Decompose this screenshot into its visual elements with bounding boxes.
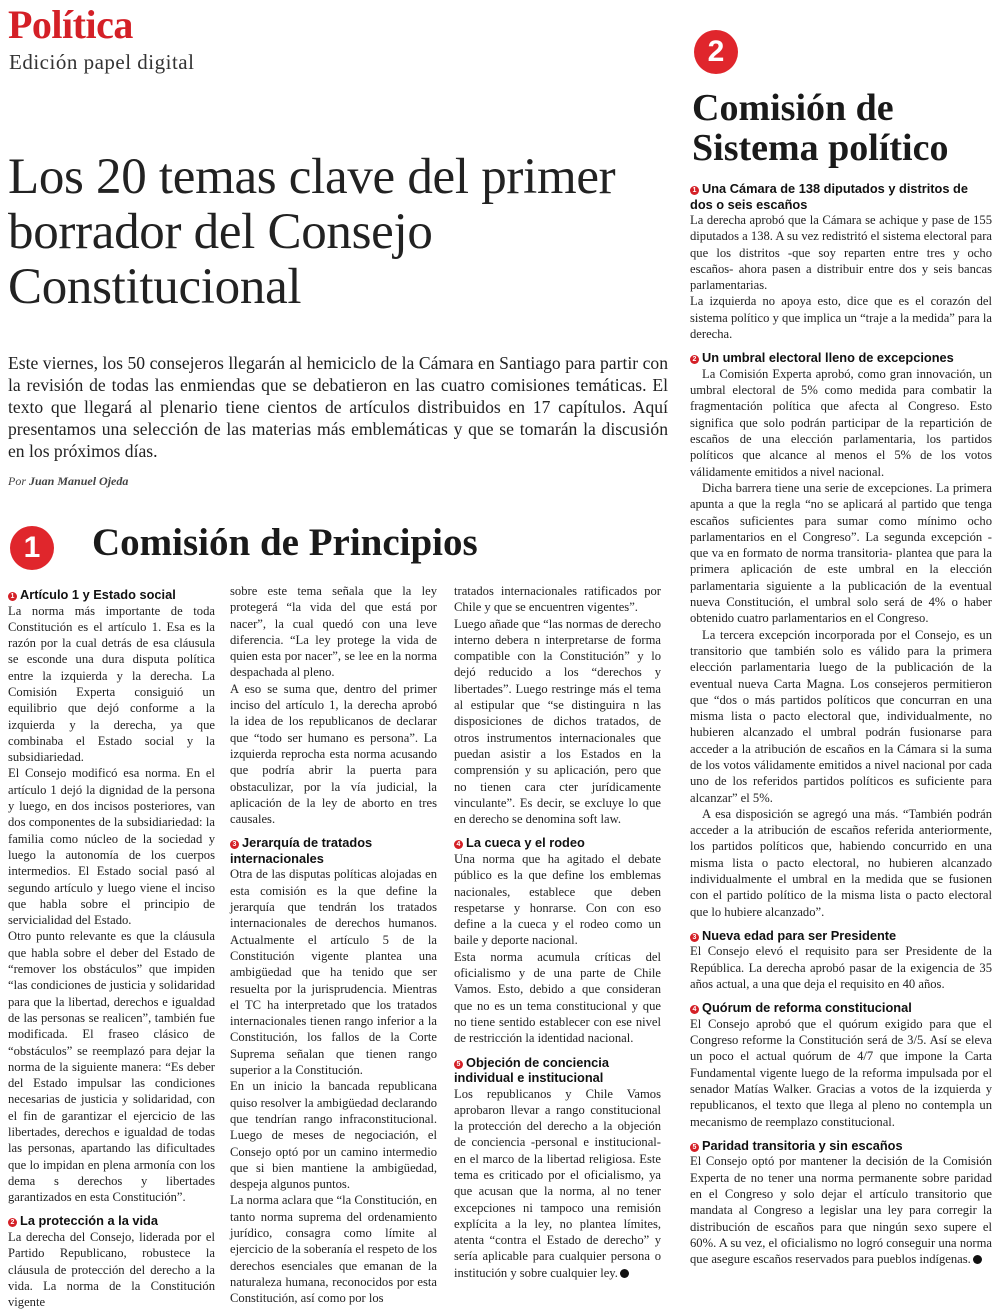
paragraph [230,1192,437,1306]
section-2-number-badge: 2 [694,30,738,74]
paragraph-text: Una norma que ha agitado el debate público es la que define los emblemas nacionales, establece que deben respetarse y honrarse. Con con eso define a la cueca y el rodeo como un baile y deporte nacional. [454,851,661,948]
subheading-text: La cueca y el rodeo [466,835,585,851]
section-2-column [690,181,992,1268]
paragraph-text: La tercera excepción incorporada por el Consejo, es un transitorio que también solo es válido para la primera elección parlamentaria luego de la publicación de la eventual nueva Carta Magna. Los consejeros permitieron que “dos o más partidos políticos que concurran en una misma lista o pacto electoral que, individualmente, no hubieren alcanzado el umbral podrán fusionarse para acceder a la atribución de escaños en la Cámara si la suma de los votos válidamente emitidos a nivel nacional por cada uno de los referidos partidos políticos es suficiente para alcanzar” el 5%. [690,627,992,805]
paragraph [454,851,661,949]
paragraph-text: La norma aclara que “la Constitución, en tanto norma suprema del ordenamiento jurídico, consagra como límite al ejercicio de la soberanía el respeto de los derechos esenciales que emanan de la naturaleza humana, reconocidos por esta Constitución, así como por los [230,1193,437,1306]
paragraph-text: A eso se suma que, dentro del primer inciso del artículo 1, la derecha aprobó la idea de los republicanos de declarar que “todo ser humano es persona”. La izquierda reprocha esta norma acusando que podría abrir la puerta para obstaculizar, por la vía judicial, la aplicación de la ley de aborto en tres causales. [230,681,437,827]
paragraph [690,480,992,627]
paragraph [454,616,661,828]
subheading-text: La protección a la vida [20,1213,158,1229]
subheading-text: Un umbral electoral lleno de excepciones [702,350,954,366]
section-1-title: Comisión de Principios [92,521,478,564]
paragraph [690,1016,992,1130]
paragraph-text: Otra de las disputas políticas alojadas en esta comisión es la que define la jerarquía que tendrán los tratados internacionales de derechos humanos. Actualmente el artículo 5 de la Constitución vigente plantea una ambigüedad que ha tenido que ser resuelta por la jurisprudencia. Mientras el TC ha interpretado que los tratados internacionales tienen rango inferior a la Constitución, los fallos de la Corte Suprema señalan que tienen rango superior a la Constitución. [230,867,437,1078]
paragraph [230,866,437,1078]
byline-prefix: Por [8,474,26,488]
lead-paragraph: Este viernes, los 50 consejeros llegarán al hemiciclo de la Cámara en Santiago para partir con la revisión de todas las enmiendas que se debatieron en las cuatro comisiones temáticas. El texto que llegará al plenario tiene cientos de artículos distribuidos en 17 capítulos. Aquí presentamos una selección de las materias más emblemáticas y que se tomarán la discusión en los próximos días. [8,353,668,461]
paragraph-text: El Consejo optó por mantener la decisión de la Comisión Experta de no tener una norma permanente sobre paridad en el Congreso y solo dejar el artículo transitorio que mandata al Congreso a legislar una ley para corregir la distribución de escaños para que ningún sexo supere el 60%. A su vez, el oficialismo no logró conseguir una norma que asegure escaños reservados para pueblos indígenas. [690,1154,992,1267]
item-number-bullet: 5 [690,1143,699,1152]
paragraph [690,212,992,293]
paragraph-text: El Consejo modificó esa norma. En el artículo 1 dejó la dignidad de la persona y luego, en dos incisos posteriores, van dos componentes de la subsidiariedad: la familia como núcleo de la sociedad y luego la autonomía de los cuerpos intermedios. El Estado social pasó al segundo artículo y luego viene el inciso que habla sobre el principio de servicialidad del Estado. [8,766,215,928]
paragraph [230,1078,437,1192]
paragraph [690,366,992,480]
paragraph [690,943,992,992]
item-number-bullet: 1 [690,186,699,195]
paragraph [690,1153,992,1267]
item-number-bullet: 2 [8,1218,17,1227]
end-mark-icon [620,1269,629,1278]
paragraph [8,1229,215,1310]
paragraph-text: Luego añade que “las normas de derecho interno debera n interpretarse de forma compatible con la Constitución” y lo dejó reducido a los “derechos y libertades”. Luego restringe más el tema al estipular que “se distinguira n las disposiciones de dichos tratados, de otros instrumentos internacionales que puedan asistir a los Estados en la comprensión y su aplicación, pero que no tienen cara cter jurídicamente vinculante”. Es decir, se excluye lo que en derecho se denomina soft law. [454,616,662,827]
paragraph [690,627,992,806]
subheading-text: Objeción de conciencia individual e institucional [454,1054,609,1086]
section-1-number-badge: 1 [10,526,54,570]
subheading-text: Quórum de reforma constitucional [702,1000,912,1016]
paragraph [454,583,661,616]
paragraph [454,1086,661,1282]
paragraph-text: En un inicio la bancada republicana quiso resolver la ambigüedad declarando que tendrían rango infraconstitucional. Luego de meses de negociación, el Consejo optó por un camino intermedio que si bien mantiene la ambigüedad, despeja algunos puntos. [230,1079,437,1192]
subheading-text: Paridad transitoria y sin escaños [702,1137,903,1153]
paragraph [690,293,992,342]
subheading-text: Una Cámara de 138 diputados y distritos de dos o seis escaños [690,181,968,212]
paragraph [454,949,661,1047]
paragraph-text: La Comisión Experta aprobó, como gran innovación, un umbral electoral de 5% como medida para combatir la fragmentación política que afecta al Congreso. Esto significa que solo podrán participar de la repartición de escaños de una elección parlamentaria, los partidos políticos que alcance al menos el 5% de los votos válidamente emitidos a nivel nacional. [690,366,992,479]
item-number-bullet: 1 [8,592,17,601]
subheading-text: Artículo 1 y Estado social [20,587,176,602]
subheading [230,835,437,866]
section-2-title: Comisión de Sistema político [692,87,949,169]
edition-label: Edición papel digital [9,50,195,74]
byline-author: Juan Manuel Ojeda [29,474,129,488]
item-number-bullet: 3 [690,933,699,942]
paragraph [8,928,215,1205]
subheading [690,181,992,212]
paragraph-text: sobre este tema señala que la ley protegerá “la vida del que está por nacer”, la cual quedó con una leve diferencia. “La ley protege la vida de quien esta por nacer”, se lee en la norma despachada al pleno. [230,584,437,680]
paragraph-text: La norma más importante de toda Constitución es el artículo 1. Esa es la razón por la cual detrás de esa cláusula se esconde una dura disputa política entre la izquierda y la derecha. La Comisión Experta consiguió un equilibrio que dejó conforme a la izquierda y la derecha, ya que combinaba el Estado social y la subsidiariedad. [8,603,215,765]
paragraph [8,765,215,928]
subheading [690,928,992,944]
paragraph-text: Los republicanos y Chile Vamos aprobaron llevar a rango constitucional la protección del derecho a la objeción de conciencia -personal e institucional- en el marco de la libertad religiosa. Este tema es criticado por el oficialismo, ya que acusan que la norma, al no tener excepciones ni tampoco una remisión explícita a la ley, no plantea límites, atenta “contra el Estado de derecho” y sería aplicable para cualquier persona o institución y sobre cualquier ley. [454,1086,661,1280]
section-1-column-2 [230,583,437,1306]
section-name: Política [8,2,133,47]
paragraph [690,806,992,920]
subheading-text: Jerarquía de tratados internacionales [230,835,373,866]
paragraph-text: El Consejo elevó el requisito para ser Presidente de la República. La derecha aprobó pasar de la exigencia de 35 años actual, a una que deja el requisito en 40 años. [690,944,992,992]
item-number-bullet: 4 [690,1005,699,1014]
subheading [8,1213,215,1229]
paragraph-text: Dicha barrera tiene una serie de excepciones. La primera apunta a que la regla “no se aplicará al partido que tenga escaños suficientes para sumar como mínimo ocho parlamentarios en el Congreso”. La segunda excepción -que va en formato de norma transitoria- plantea que para la primera aplicación de este umbral en la elección parlamentaria siguiente a la publicación de la eventual nueva Constitución, el umbral solo será de 4% o haber obtenido cuatro parlamentarios en el Congreso. [690,480,992,626]
paragraph [8,603,215,766]
subheading-text: Nueva edad para ser Presidente [702,927,897,943]
item-number-bullet: 2 [690,355,699,364]
paragraph-text: tratados internacionales ratificados por Chile y que se encuentren vigentes”. [454,584,661,615]
paragraph-text: La derecha del Consejo, liderada por el Partido Republicano, robustece la cláusula de protección del derecho a la vida. La norma de la Constitución vigente [8,1229,215,1310]
paragraph-text: La derecha aprobó que la Cámara se achique y pase de 155 diputados a 138. A su vez redistritó el sistema electoral para que los distritos -que soy reparten entre tres y ocho escaños- ahora pasen a distribuir entre dos y seis bancas parlamentarias. [690,213,992,293]
section-1-column-3 [454,583,661,1281]
paragraph-text: Esta norma acumula críticas del oficialismo y de una parte de Chile Vamos. Esto, debido a que consideran que no es un tema constitucional y que no tiene sentido establecer con ese nivel de restricción la identidad nacional. [454,949,661,1046]
paragraph-text: Otro punto relevante es que la cláusula que habla sobre el deber del Estado de “remover los obstáculos” que impiden “las condiciones de justicia y solidaridad para que la libertad, derechos e igualdad de las personas se realicen”, también fue modificada. El fraseo clásico de “obstáculos” se reemplazó para dejar la norma de la siguiente manera: “Es deber del Estado impulsar las condiciones necesarias de justicia y solidaridad, con el fin de garantizar el ejercicio de las libertades, derechos e igualdad de todas las personas, apartando las dificultades que lo impidan en plena armonía con los dema s derechos y libertades garantizados en esta Constitución”. [8,929,215,1205]
item-number-bullet: 5 [454,1060,463,1069]
paragraph-text: La izquierda no apoya esto, dice que es el corazón del sistema político y que implica un “traje a la medida” para la derecha. [690,294,992,342]
paragraph [230,681,437,828]
subheading [454,1055,661,1086]
byline [8,474,128,489]
subheading [454,835,661,851]
subheading [690,350,992,366]
paragraph-text: El Consejo aprobó que el quórum exigido para que el Congreso reforme la Constitución será de 3/5. Así se eleva un poco el actual quórum de 4/7 que impone la Carta Fundamental vigente luego de la reforma impulsada por el senador Matías Walker. Gracias a votos de la izquierda y republicanos, el texto que llega al pleno no contempla un mecanismo de reemplazo constitucional. [690,1016,992,1129]
paragraph-text: A esa disposición se agregó una más. “También podrán acceder a la atribución de escaños referida anteriormente, los partidos políticos que, habiendo concurrido en una misma lista o pacto electoral, no hubieren alcanzado individualmente el umbral en la medida que se fusionen con el partido político de la misma lista o pacto electoral que lo hubiere alcanzado”. [690,806,992,919]
item-number-bullet: 4 [454,840,463,849]
subheading [8,587,215,603]
paragraph [230,583,437,681]
headline: Los 20 temas clave del primer borrador del Consejo Constitucional [8,149,616,315]
end-mark-icon [973,1255,982,1264]
subheading [690,1138,992,1154]
section-1-column-1 [8,587,215,1310]
item-number-bullet: 3 [230,840,239,849]
subheading [690,1000,992,1016]
